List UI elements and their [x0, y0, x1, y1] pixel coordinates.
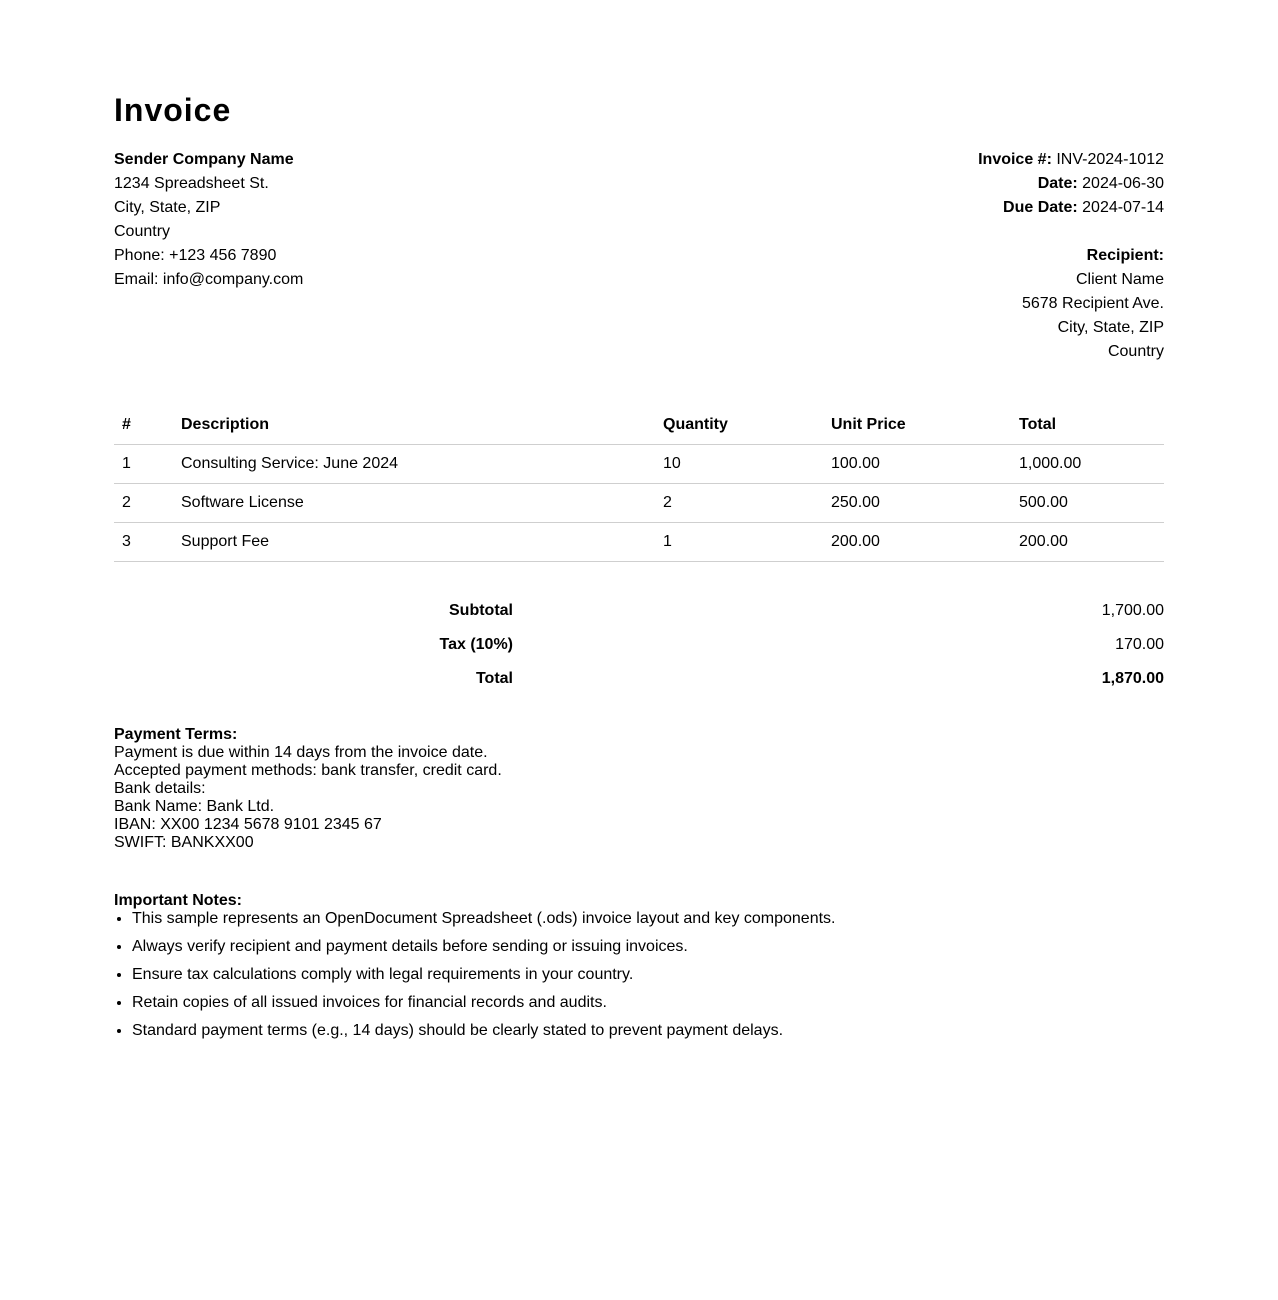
row-description: Support Fee: [173, 523, 655, 562]
row-total: 500.00: [1011, 484, 1164, 523]
table-row: [114, 523, 1164, 562]
row-quantity: 10: [655, 445, 823, 484]
col-header-number: #: [114, 406, 173, 445]
line-items-table: [114, 406, 1164, 562]
list-item: • This sample represents an OpenDocument Spreadsheet (.ods) invoice layout and key components.: [132, 910, 1164, 938]
list-item: • Ensure tax calculations comply with legal requirements in your country.: [132, 966, 1164, 994]
invoice-date-value: 2024-06-30: [1082, 175, 1164, 192]
row-number: 1: [114, 445, 173, 484]
tax-label: Tax (10%): [439, 636, 513, 653]
totals-table: [114, 594, 1164, 696]
tax-value: 170.00: [1115, 636, 1164, 653]
recipient-label: Recipient:: [1086, 247, 1164, 264]
header-block: [114, 148, 1164, 364]
row-total: 1,000.00: [1011, 445, 1164, 484]
col-header-description: Description: [173, 406, 655, 445]
subtotal-value: 1,700.00: [1101, 602, 1164, 619]
sender-address-line1: 1234 Spreadsheet St.: [114, 175, 269, 192]
row-quantity: 2: [655, 484, 823, 523]
grand-total-value: 1,870.00: [1101, 670, 1164, 687]
recipient-address-line1: 5678 Recipient Ave.: [1021, 295, 1164, 312]
recipient-country: Country: [1107, 343, 1164, 360]
invoice-date: [978, 172, 1164, 196]
invoice-date-label: Date:: [1037, 175, 1078, 192]
payment-terms-line: SWIFT: BANKXX00: [114, 834, 254, 851]
invoice-page: [114, 0, 1164, 1050]
sender-country: Country: [114, 223, 171, 240]
row-number: 3: [114, 523, 173, 562]
payment-terms-line: Accepted payment methods: bank transfer, credit card.: [114, 762, 502, 779]
col-header-total: Total: [1011, 406, 1164, 445]
subtotal-row: [114, 594, 1164, 628]
list-item: • Always verify recipient and payment details before sending or issuing invoices.: [132, 938, 1164, 966]
payment-terms-line: IBAN: XX00 1234 5678 9101 2345 67: [114, 816, 382, 833]
invoice-number-label: Invoice #:: [978, 151, 1052, 168]
tax-row: [114, 628, 1164, 662]
table-row: [114, 484, 1164, 523]
list-item: • Standard payment terms (e.g., 14 days) should be clearly stated to prevent payment delays.: [132, 1022, 1164, 1050]
payment-terms-line: Bank details:: [114, 780, 206, 797]
page-title: Invoice: [114, 92, 232, 128]
row-unit-price: 200.00: [823, 523, 1011, 562]
payment-terms-section: [114, 726, 1164, 852]
payment-terms-heading: Payment Terms:: [114, 726, 238, 743]
row-total: 200.00: [1011, 523, 1164, 562]
sender-name: Sender Company Name: [114, 151, 294, 168]
invoice-number-value: INV-2024-1012: [1056, 151, 1164, 168]
table-row: [114, 445, 1164, 484]
subtotal-label: Subtotal: [449, 602, 513, 619]
col-header-quantity: Quantity: [655, 406, 823, 445]
col-header-unit-price: Unit Price: [823, 406, 1011, 445]
row-unit-price: 250.00: [823, 484, 1011, 523]
invoice-due-date: [978, 196, 1164, 220]
sender-phone: Phone: +123 456 7890: [114, 247, 277, 264]
grand-total-label: Total: [475, 670, 513, 687]
row-quantity: 1: [655, 523, 823, 562]
row-description: Software License: [173, 484, 655, 523]
payment-terms-line: Bank Name: Bank Ltd.: [114, 798, 275, 815]
invoice-due-date-label: Due Date:: [1003, 199, 1078, 216]
recipient-name: Client Name: [1075, 271, 1164, 288]
row-description: Consulting Service: June 2024: [173, 445, 655, 484]
list-item: • Retain copies of all issued invoices for financial records and audits.: [132, 994, 1164, 1022]
invoice-due-date-value: 2024-07-14: [1082, 199, 1164, 216]
sender-address-line2: City, State, ZIP: [114, 199, 221, 216]
payment-terms-line: Payment is due within 14 days from the invoice date.: [114, 744, 488, 761]
table-header-row: [114, 406, 1164, 445]
recipient-address-line2: City, State, ZIP: [1057, 319, 1164, 336]
invoice-number: [978, 148, 1164, 172]
invoice-meta-block: [978, 148, 1164, 364]
row-number: 2: [114, 484, 173, 523]
grand-total-row: [114, 662, 1164, 696]
important-notes-heading: Important Notes:: [114, 892, 242, 909]
sender-email: Email: info@company.com: [114, 271, 304, 288]
row-unit-price: 100.00: [823, 445, 1011, 484]
important-notes-section: [114, 892, 1164, 1050]
notes-list: [114, 910, 1164, 1050]
meta-spacer: [978, 220, 1164, 244]
sender-block: [114, 148, 303, 364]
